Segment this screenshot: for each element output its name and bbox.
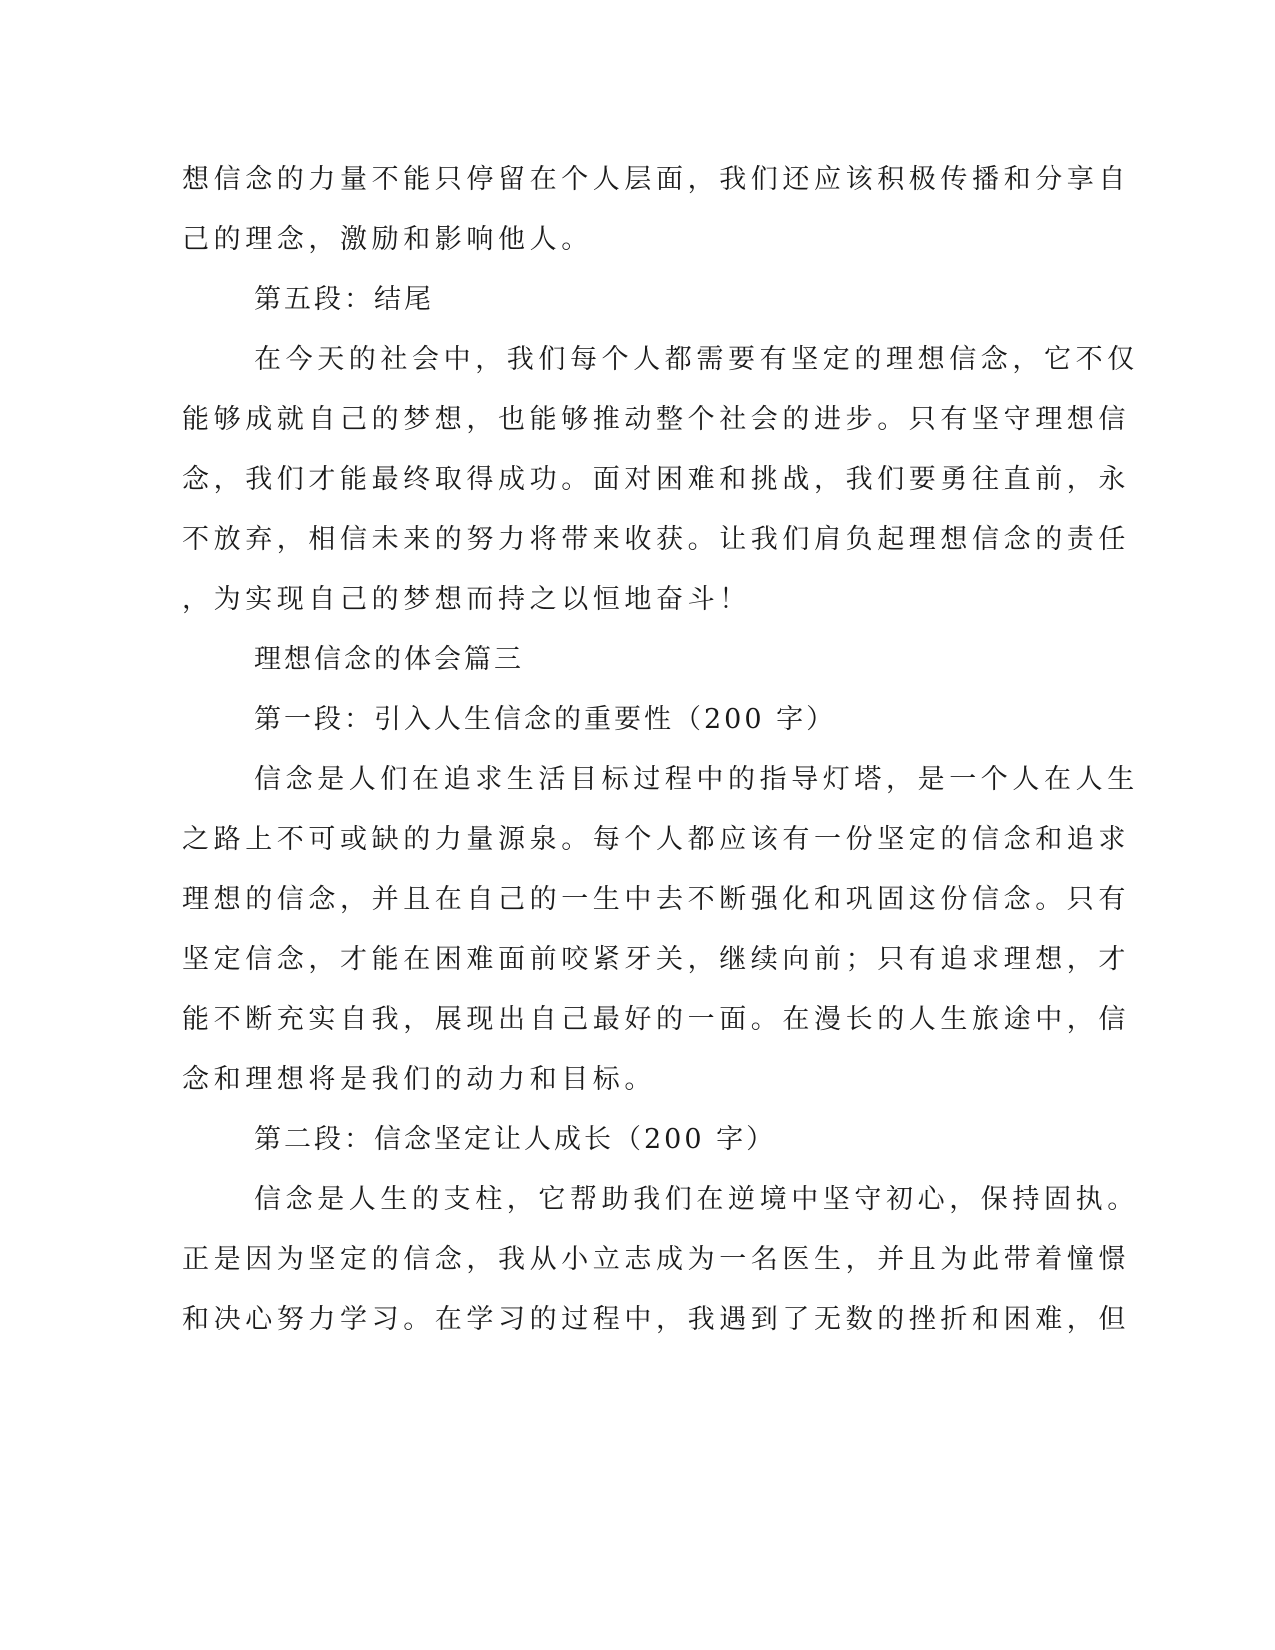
- paragraph-line: 能够成就自己的梦想，也能够推动整个社会的进步。只有坚守理想信: [182, 404, 1130, 435]
- paragraph-line: 信念是人们在追求生活目标过程中的指导灯塔，是一个人在人生: [254, 764, 1139, 795]
- paragraph-line: 想信念的力量不能只停留在个人层面，我们还应该积极传播和分享自: [182, 164, 1130, 195]
- paragraph-line: 理想的信念，并且在自己的一生中去不断强化和巩固这份信念。只有: [182, 884, 1130, 915]
- article-title: 理想信念的体会篇三: [254, 644, 524, 675]
- paragraph-line: 信念是人生的支柱，它帮助我们在逆境中坚守初心，保持固执。: [254, 1184, 1139, 1215]
- paragraph-line: 不放弃，相信未来的努力将带来收获。让我们肩负起理想信念的责任: [182, 524, 1130, 555]
- paragraph-line: 坚定信念，才能在困难面前咬紧牙关，继续向前；只有追求理想，才: [182, 944, 1130, 975]
- paragraph-line: 和决心努力学习。在学习的过程中，我遇到了无数的挫折和困难，但: [182, 1304, 1130, 1335]
- paragraph-line: 己的理念，激励和影响他人。: [182, 224, 593, 255]
- paragraph-line: 念，我们才能最终取得成功。面对困难和挑战，我们要勇往直前，永: [182, 464, 1130, 495]
- section-heading: 第五段：结尾: [254, 284, 434, 315]
- section-heading: 第一段：引入人生信念的重要性（200 字）: [254, 704, 837, 735]
- paragraph-line: 念和理想将是我们的动力和目标。: [182, 1064, 656, 1095]
- paragraph-line: 之路上不可或缺的力量源泉。每个人都应该有一份坚定的信念和追求: [182, 824, 1130, 855]
- paragraph-line: 在今天的社会中，我们每个人都需要有坚定的理想信念，它不仅: [254, 344, 1139, 375]
- paragraph-line: ，为实现自己的梦想而持之以恒地奋斗！: [182, 584, 751, 615]
- section-heading: 第二段：信念坚定让人成长（200 字）: [254, 1124, 777, 1155]
- document-page: [182, 150, 1139, 1350]
- paragraph-line: 正是因为坚定的信念，我从小立志成为一名医生，并且为此带着憧憬: [182, 1244, 1130, 1275]
- paragraph-line: 能不断充实自我，展现出自己最好的一面。在漫长的人生旅途中，信: [182, 1004, 1130, 1035]
